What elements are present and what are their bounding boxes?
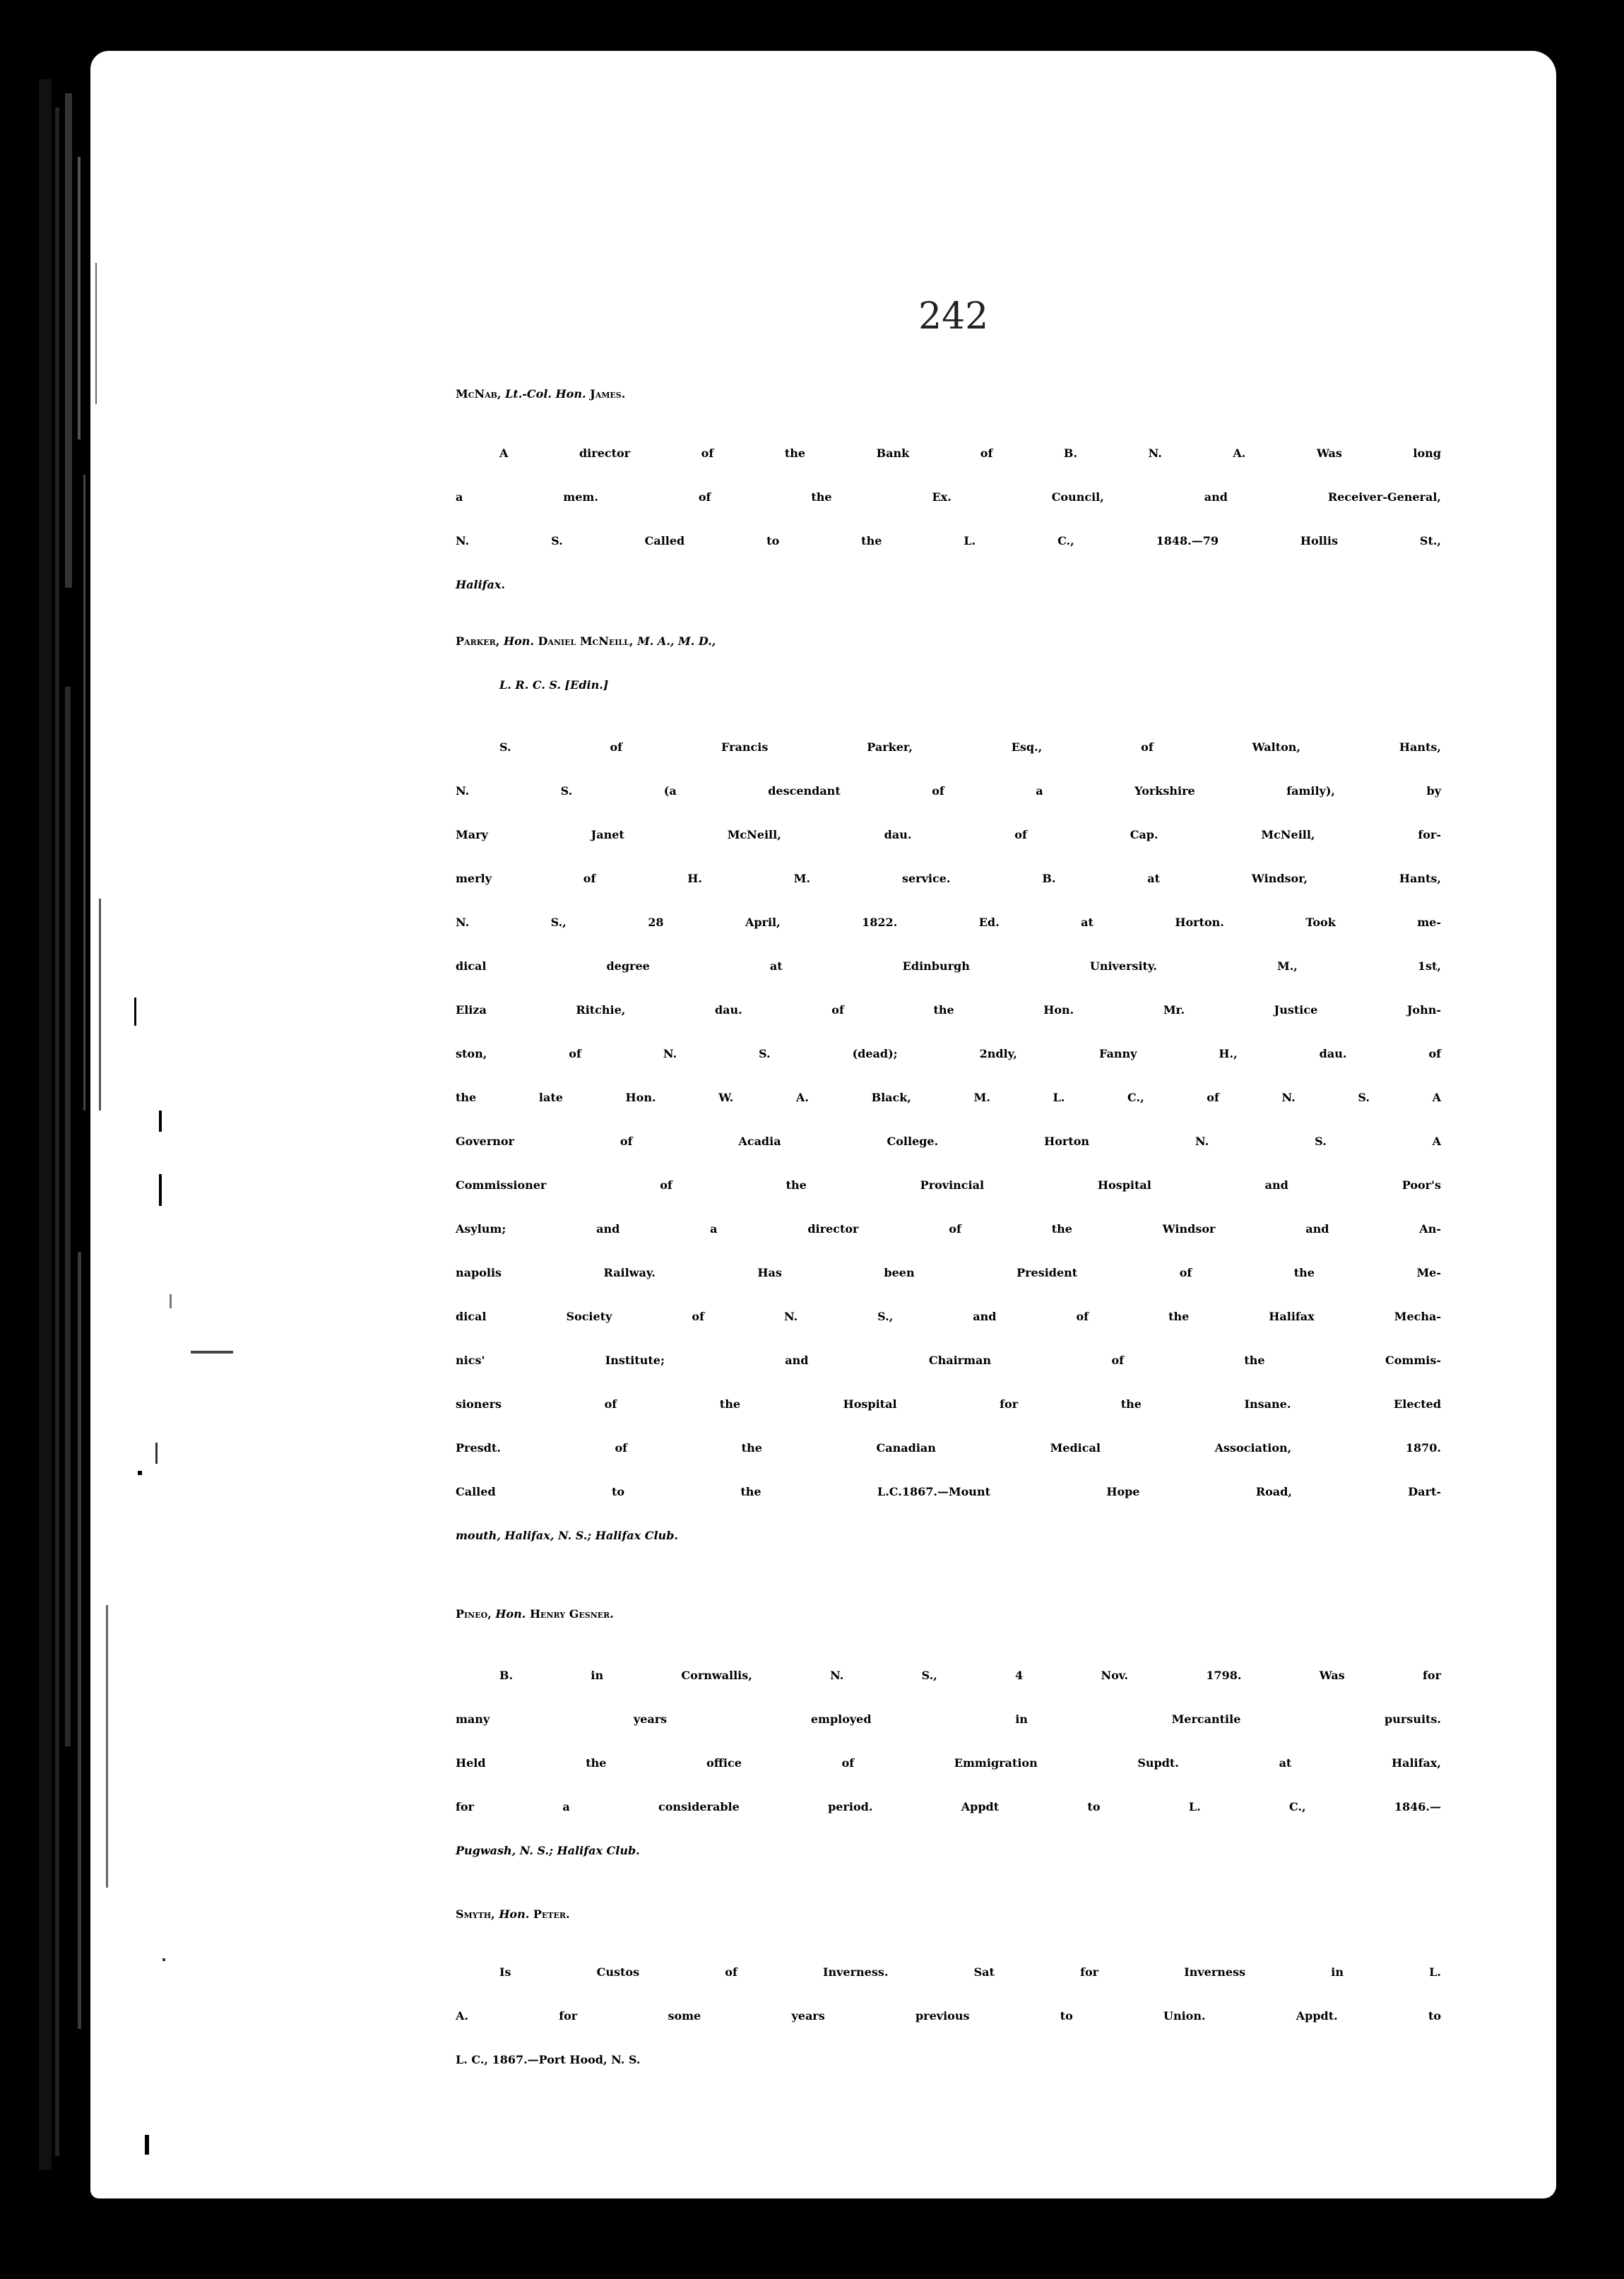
text-line: N. S. (a descendant of a Yorkshire family), by xyxy=(456,784,1441,798)
text-line: N. S., 28 April, 1822. Ed. at Horton. Took me- xyxy=(456,916,1441,929)
text-line: many years employed in Mercantile pursuits. xyxy=(456,1712,1441,1726)
text-line: ston, of N. S. (dead); 2ndly, Fanny H., dau. of xyxy=(456,1047,1441,1060)
entry-heading-parker-line2 xyxy=(456,678,608,692)
text-line: Asylum; and a director of the Windsor and An- xyxy=(456,1222,1441,1236)
entry-given-name: Henry Gesner. xyxy=(529,1607,614,1621)
text-line: Mary Janet McNeill, dau. of Cap. McNeill, for- xyxy=(456,828,1441,841)
text-line: A director of the Bank of B. N. A. Was long xyxy=(499,446,1441,460)
entry-title: Hon. xyxy=(499,1907,530,1921)
entry-title: Hon. xyxy=(503,634,534,648)
entry-degrees: M. A., M. D., xyxy=(637,634,716,648)
text-line: Governor of Acadia College. Horton N. S. A xyxy=(456,1135,1441,1148)
text-line: a mem. of the Ex. Council, and Receiver-General, xyxy=(456,490,1441,504)
entry-title: Lt.-Col. Hon. xyxy=(505,387,586,401)
text-line: A. for some years previous to Union. Appdt. to xyxy=(456,2009,1441,2023)
text-line: Commissioner of the Provincial Hospital and Poor's xyxy=(456,1178,1441,1192)
text-line: Called to the L.C.1867.—Mount Hope Road, Dart- xyxy=(456,1485,1441,1498)
text-line: merly of H. M. service. B. at Windsor, Hants, xyxy=(456,872,1441,885)
entry-body-parker xyxy=(456,740,1441,1573)
text-line: sioners of the Hospital for the Insane. Elected xyxy=(456,1397,1441,1411)
text-line: B. in Cornwallis, N. S., 4 Nov. 1798. Was for xyxy=(499,1669,1441,1682)
text-line: the late Hon. W. A. Black, M. L. C., of N. S. A xyxy=(456,1091,1441,1104)
entry-surname: McNab, xyxy=(456,387,502,401)
text-line: napolis Railway. Has been President of the Me- xyxy=(456,1266,1441,1279)
entry-title: Hon. xyxy=(495,1607,526,1621)
text-line: for a considerable period. Appdt to L. C., 1846.— xyxy=(456,1800,1441,1813)
entry-given-name: James. xyxy=(590,387,626,401)
text-line: dical Society of N. S., and of the Halifax Mecha- xyxy=(456,1310,1441,1323)
entry-heading-smyth xyxy=(456,1907,570,1921)
entry-heading-mcnab xyxy=(456,387,625,401)
text-line: S. of Francis Parker, Esq., of Walton, Hants, xyxy=(499,740,1441,754)
entry-body-pineo xyxy=(456,1669,1441,1888)
entry-body-mcnab xyxy=(456,446,1441,622)
text-line: Held the office of Emmigration Supdt. at Halifax, xyxy=(456,1756,1441,1770)
entry-heading-parker xyxy=(456,634,716,648)
gutter-shadow xyxy=(0,51,233,2198)
entry-surname: Smyth, xyxy=(456,1907,495,1921)
text-line: nics' Institute; and Chairman of the Commis- xyxy=(456,1354,1441,1367)
entry-surname: Parker, xyxy=(456,634,500,648)
text-line: Is Custos of Inverness. Sat for Inverness in L. xyxy=(499,1965,1441,1979)
entry-body-smyth xyxy=(456,1965,1441,2097)
entry-given-name: Peter. xyxy=(533,1907,570,1921)
entry-degrees-continued: L. R. C. S. [Edin.] xyxy=(499,678,609,692)
text-line: N. S. Called to the L. C., 1848.—79 Hollis St., xyxy=(456,534,1441,547)
text-line: dical degree at Edinburgh University. M., 1st, xyxy=(456,959,1441,973)
entry-given-name: Daniel McNeill, xyxy=(538,634,634,648)
text-line: L. C., 1867.—Port Hood, N. S. xyxy=(456,2053,641,2066)
page-number: 242 xyxy=(918,295,989,338)
entry-surname: Pineo, xyxy=(456,1607,492,1621)
text-line: Pugwash, N. S.; Halifax Club. xyxy=(456,1844,640,1857)
text-line: Presdt. of the Canadian Medical Association, 1870. xyxy=(456,1441,1441,1455)
text-line: Halifax. xyxy=(456,578,505,591)
text-line: Eliza Ritchie, dau. of the Hon. Mr. Justice John- xyxy=(456,1003,1441,1017)
entry-heading-pineo xyxy=(456,1607,614,1621)
text-line: mouth, Halifax, N. S.; Halifax Club. xyxy=(456,1529,678,1542)
